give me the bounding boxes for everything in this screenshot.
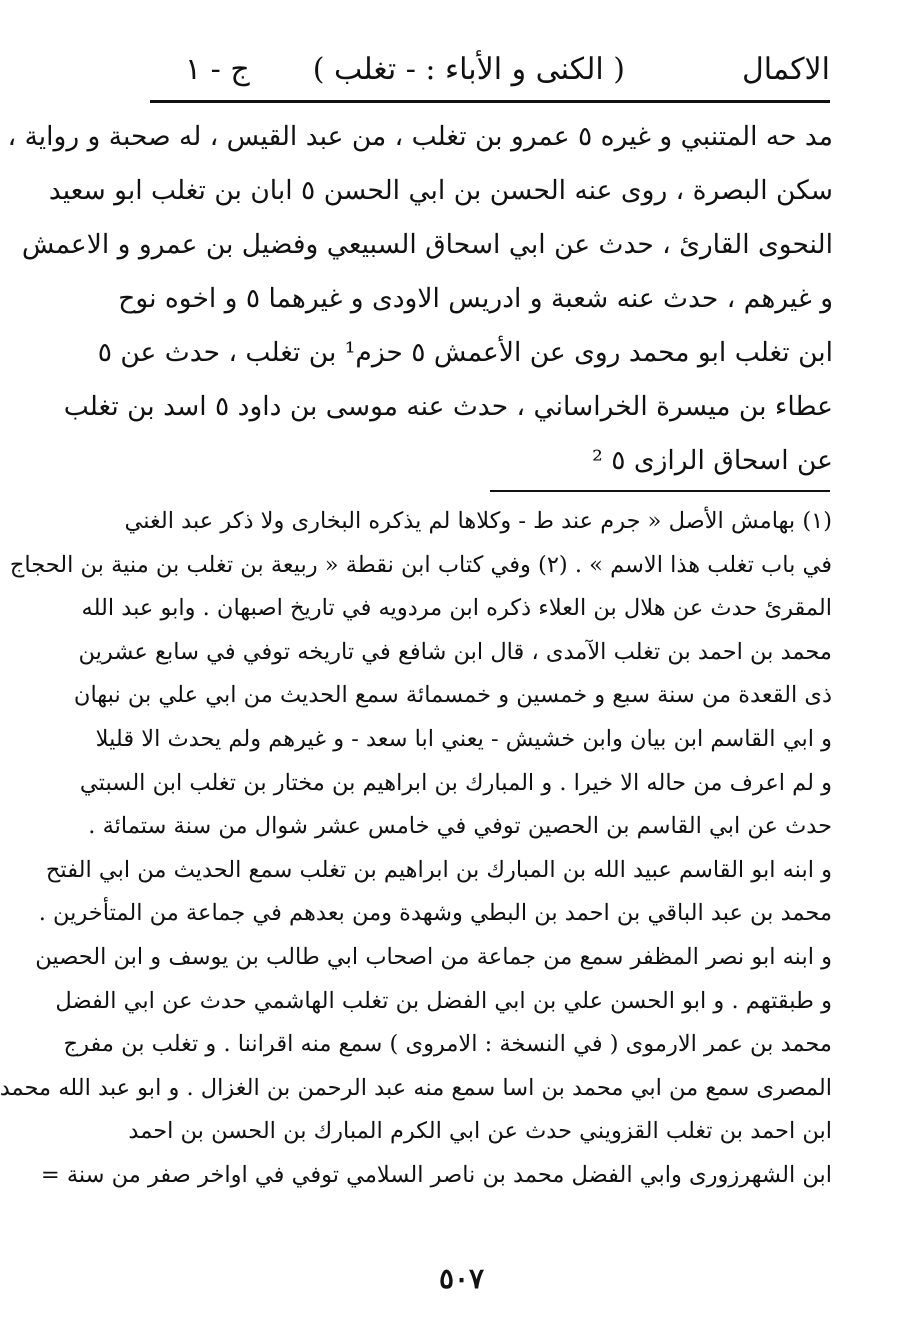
header-book-title: الاكمال: [741, 52, 830, 87]
footnote-line: و لم اعرف من حاله الا خيرا . و المبارك بن ابراهيم بن مختار بن تغلب ابن السبتي: [79, 769, 832, 796]
footnote-line: و ابنه ابو القاسم عبيد الله بن المبارك بن ابراهيم بن تغلب سمع الحديث من ابي الفتح: [45, 856, 832, 883]
main-text: [7, 110, 833, 488]
footnote-line: محمد بن عبد الباقي بن احمد بن البطي وشهدة ومن بعدهم في جماعة من المتأخرين .: [38, 900, 832, 927]
footnote-line: و طبقتهم . و ابو الحسن علي بن ابي الفضل بن تغلب الهاشمي حدث عن ابي الفضل: [55, 987, 832, 1014]
footnote-line: حدث عن ابي القاسم بن الحصين توفي في خامس عشر شوال من سنة ستمائة .: [88, 813, 832, 840]
main-text-line: النحوى القارئ ، حدث عن ابي اسحاق السبيعي وفضيل بن عمرو و الاعمش: [21, 229, 833, 260]
main-text-line: مد حه المتنبي و غيره ٥ عمرو بن تغلب ، من عبد القيس ، له صحبة و رواية ،: [7, 121, 833, 152]
footnote-line: في باب تغلب هذا الاسم » . (٢) وفي كتاب ابن نقطة « ربيعة بن تغلب بن منية بن الحجاج: [9, 551, 832, 578]
footnote-line: ابن الشهرزورى وابي الفضل محمد بن ناصر السلامي توفي في اواخر صفر من سنة =: [40, 1161, 832, 1188]
footnote-line: محمد بن احمد بن تغلب الآمدى ، قال ابن شافع في تاريخه توفي في سابع عشرين: [78, 638, 832, 665]
header-volume-number: ج - ١: [185, 52, 250, 87]
header-rule: [150, 100, 830, 103]
running-header: [150, 44, 830, 94]
footnote-line: و ابنه ابو نصر المظفر سمع من جماعة من اصحاب ابي طالب بن يوسف و ابن الحصين: [35, 943, 832, 970]
main-text-line: عطاء بن ميسرة الخراساني ، حدث عنه موسى بن داود ٥ اسد بن تغلب: [63, 391, 833, 422]
footnote-line: ابن احمد بن تغلب القزويني حدث عن ابي الكرم المبارك بن الحسن بن احمد: [128, 1118, 832, 1145]
footnote-line: (١) بهامش الأصل « جرم عند ط - وكلاها لم يذكره البخارى ولا ذكر عبد الغني: [124, 508, 832, 534]
footnotes: [0, 500, 832, 1198]
header-section-title: ( الكنى و الأباء : - تغلب ): [312, 52, 625, 87]
footnote-line: المقرئ حدث عن هلال بن العلاء ذكره ابن مردويه في تاريخ اصبهان . وابو عبد الله: [81, 595, 832, 622]
footnote-line: محمد بن عمر الارموى ( في النسخة : الامروى ) سمع منه اقراننا . و تغلب بن مفرج: [63, 1031, 832, 1058]
footnote-line: المصرى سمع من ابي محمد بن اسا سمع منه عبد الرحمن بن الغزال . و ابو عبد الله محمد: [0, 1074, 832, 1101]
page-number: ٥٠٧: [438, 1262, 485, 1295]
footnote-separator: [490, 490, 830, 492]
main-text-line: ابن تغلب ابو محمد روى عن الأعمش ٥ حزم¹ بن تغلب ، حدث عن ٥: [97, 337, 833, 368]
main-text-line: سكن البصرة ، روى عنه الحسن بن ابي الحسن ٥ ابان بن تغلب ابو سعيد: [48, 175, 833, 206]
footnote-line: ذى القعدة من سنة سبع و خمسين و خمسمائة سمع الحديث من ابي علي بن نبهان: [73, 682, 832, 709]
main-text-line: و غيرهم ، حدث عنه شعبة و ادريس الاودى و غيرهما ٥ و اخوه نوح: [118, 283, 833, 314]
footnote-line: و ابي القاسم ابن بيان وابن خشيش - يعني ابا سعد - و غيرهم ولم يحدث الا قليلا: [95, 725, 832, 752]
main-text-line: عن اسحاق الرازى ٥ ²: [592, 445, 833, 476]
